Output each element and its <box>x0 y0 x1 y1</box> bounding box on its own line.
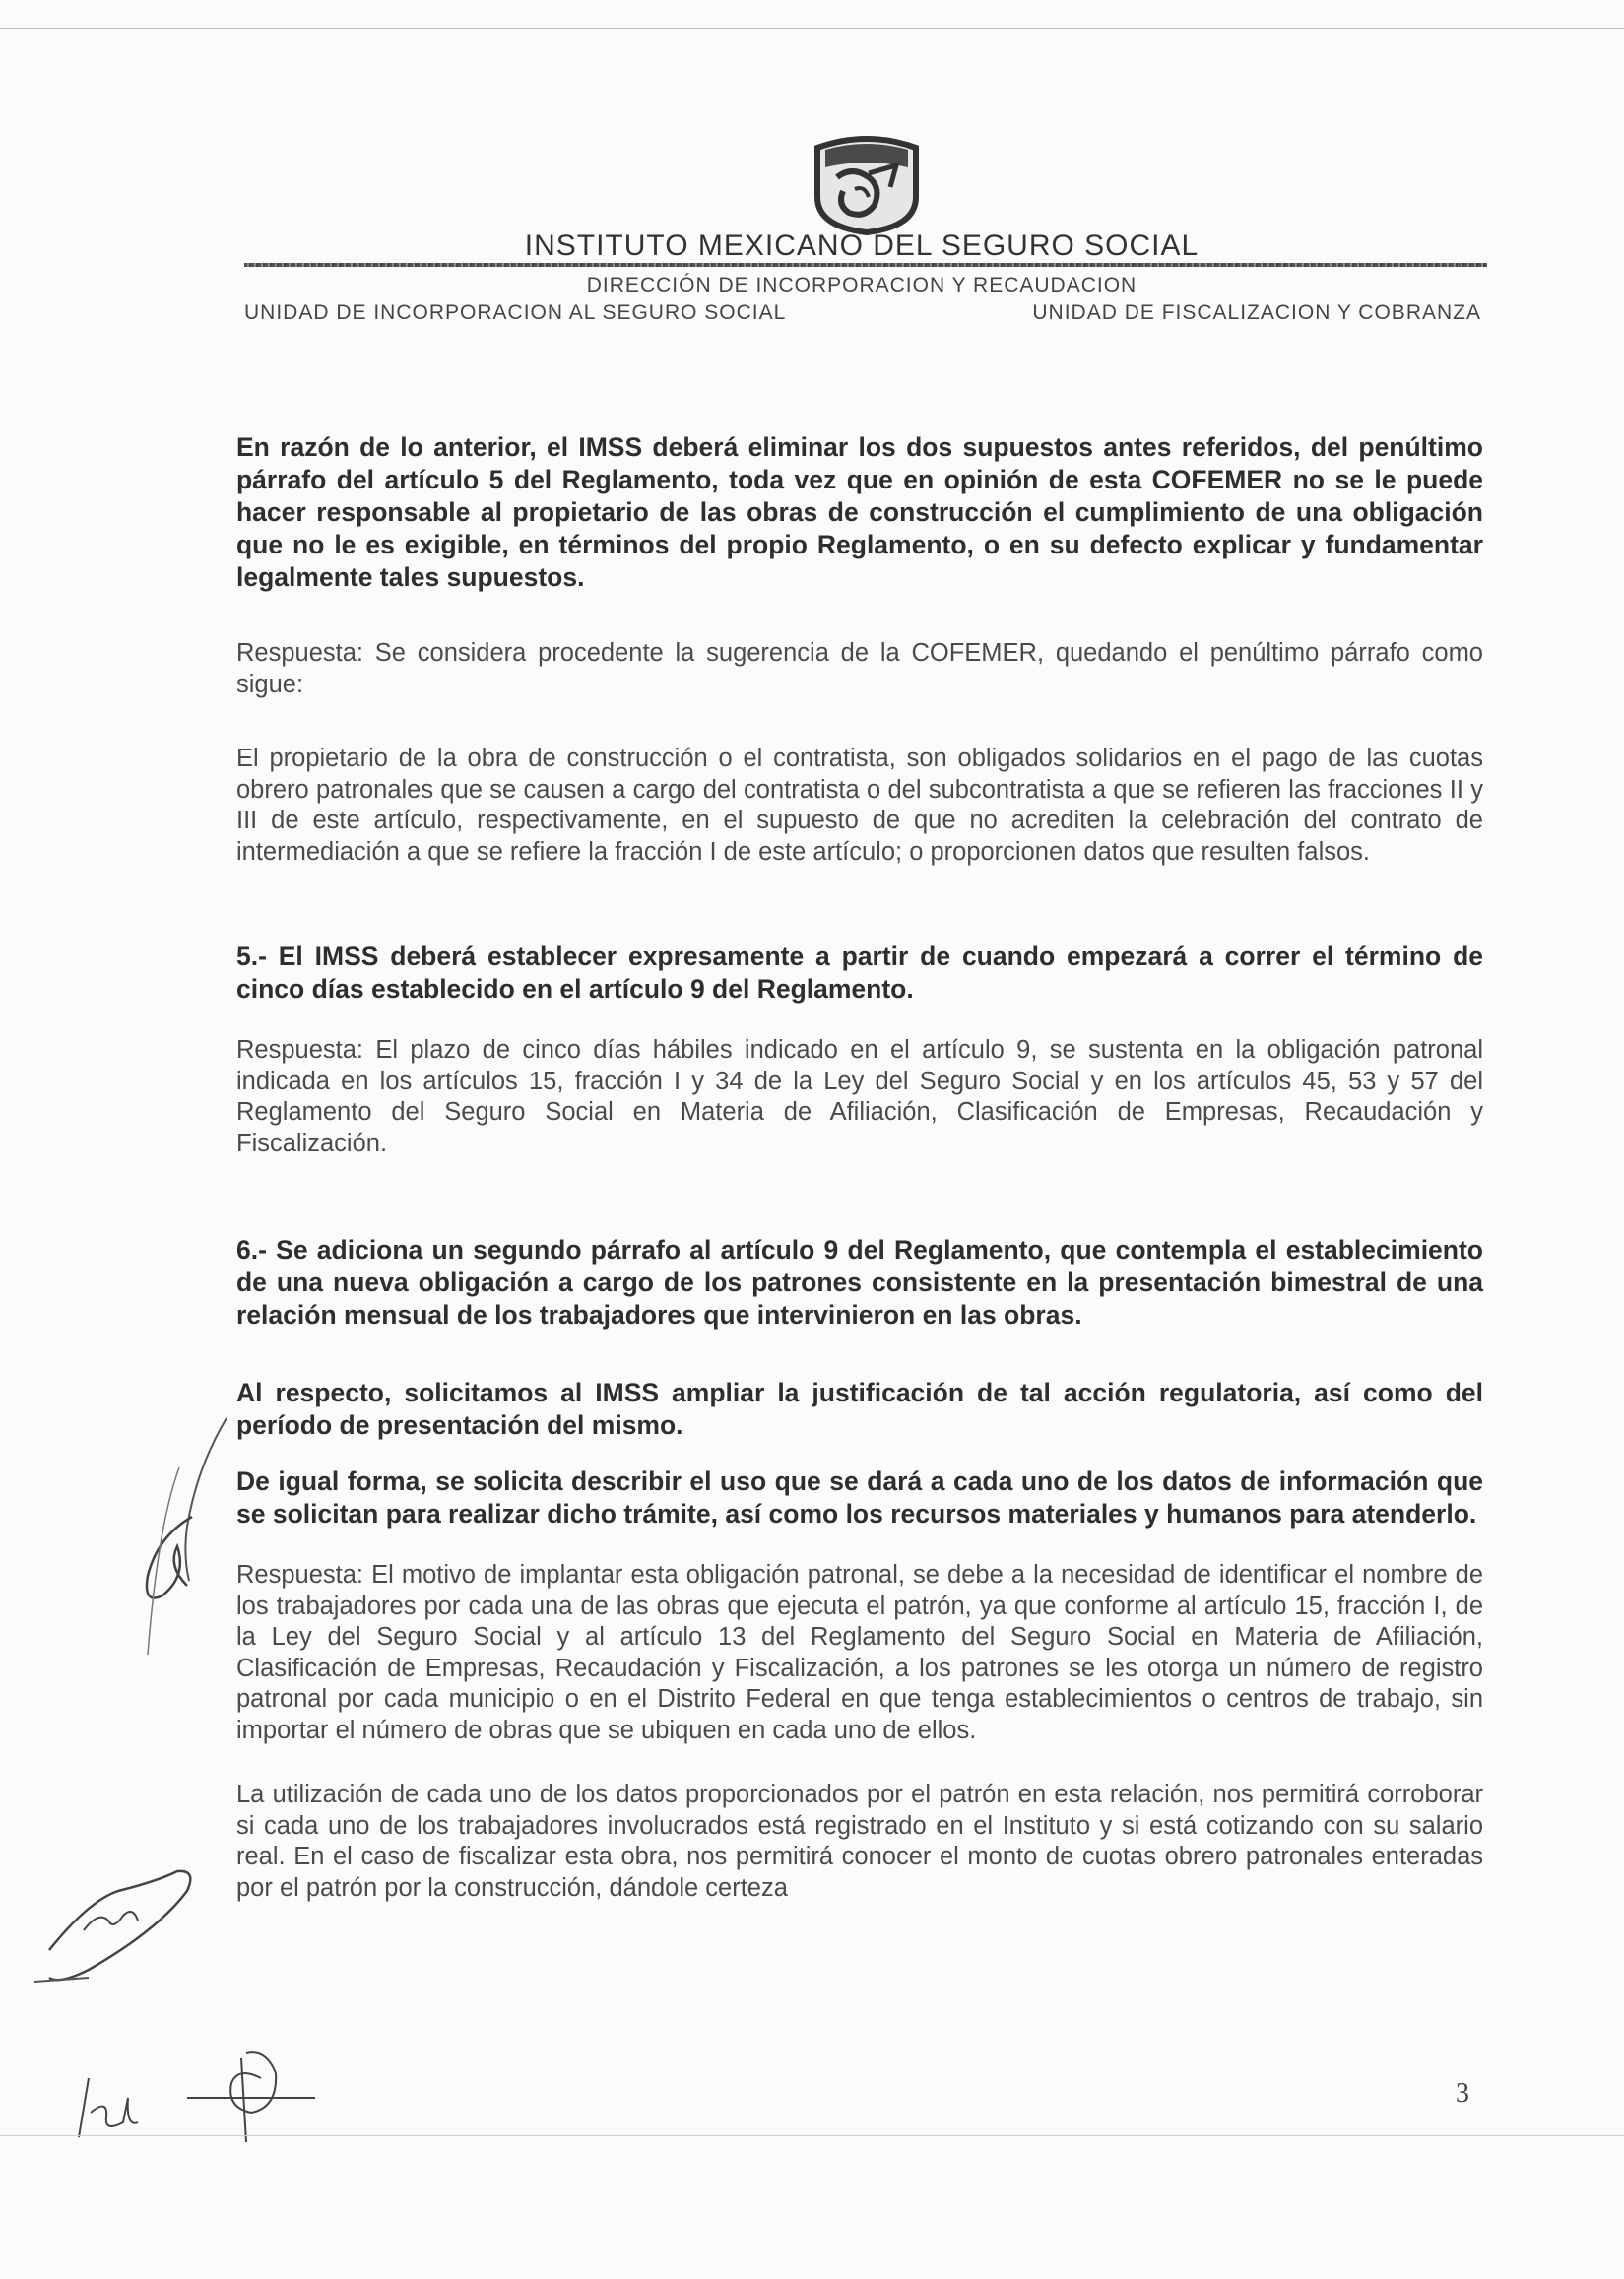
paragraph-response-6: Respuesta: El motivo de implantar esta obligación patronal, se debe a la necesidad de identificar el nombre de los trabajadores por cada una de las obras que ejecuta el patrón, ya que conforme al artículo 15, fracción I, de la Ley del Seguro Social y al artículo 13 del Reglamento del Seguro Social en Materia de Afiliación, Clasificación de Empresas, Recaudación y Fiscalización, a los patrones se les otorga un número de registro patronal por cada municipio o en el Distrito Federal en que tenga establecimientos o centros de trabajo, sin importar el número de obras que se ubiquen en cada uno de ellos. <box>236 1561 1483 1744</box>
paragraph-response-1: Respuesta: Se considera procedente la sugerencia de la COFEMER, quedando el penúltimo párrafo como sigue: <box>236 639 1483 698</box>
paragraph-data-use-request: De igual forma, se solicita describir el uso que se dará a cada uno de los datos de información que se solicitan para realizar dicho trámite, así como los recursos materiales y humanos para atenderlo. <box>236 1466 1483 1529</box>
title-rule <box>244 263 1487 267</box>
unit-left-label: UNIDAD DE INCORPORACION AL SEGURO SOCIAL <box>244 301 787 324</box>
paragraph-data-utilization: La utilización de cada uno de los datos proporcionados por el patrón en esta relación, nos permitirá corroborar si cada uno de los trabajadores involucrados está registrado en el Instituto y si está cotizando con su salario real. En el caso de fiscalizar esta obra, nos permitirá conocer el monto de cuotas obrero patronales enteradas por el patrón por la construcción, dándole certeza <box>236 1781 1483 1902</box>
paragraph-point-5: 5.- El IMSS deberá establecer expresamente a partir de cuando empezará a correr el término de cinco días establecido en el artículo 9 del Reglamento. <box>236 942 1483 1004</box>
unit-right-label: UNIDAD DE FISCALIZACION Y COBRANZA <box>1032 301 1481 324</box>
institution-title: INSTITUTO MEXICANO DEL SEGURO SOCIAL <box>524 229 1200 262</box>
bottom-rule <box>0 2135 1624 2136</box>
direction-subtitle: DIRECCIÓN DE INCORPORACION Y RECAUDACION <box>586 274 1137 296</box>
paragraph-amended-text: El propietario de la obra de construcción o el contratista, son obligados solidarios en el pago de las cuotas obrero patronales que se causen a cargo del contratista o del subcontratista a que se refieren las fracciones II y III de este artículo, respectivamente, en el supuesto de que no acrediten la celebración del contrato de intermediación a que se refiere la fracción I de este artículo; o proporcionen datos que resulten falsos. <box>236 745 1483 866</box>
margin-signature-icon <box>118 1408 246 1664</box>
document-body <box>236 431 1483 1904</box>
bottom-signatures-icon <box>69 2039 355 2147</box>
page-number: 3 <box>1456 2078 1469 2109</box>
imss-logo-icon <box>808 128 926 236</box>
initials-signature-icon <box>30 1861 207 1989</box>
paragraph-response-5: Respuesta: El plazo de cinco días hábiles indicado en el artículo 9, se sustenta en la obligación patronal indicada en los artículos 15, fracción I y 34 de la Ley del Seguro Social y en los artículos 45, 53 y 57 del Reglamento del Seguro Social en Materia de Afiliación, Clasificación de Empresas, Recaudación y Fiscalización. <box>236 1036 1483 1157</box>
paragraph-justification-request: Al respecto, solicitamos al IMSS ampliar la justificación de tal acción regulatoria, así como del período de presentación del mismo. <box>236 1378 1483 1440</box>
top-rule <box>0 28 1624 29</box>
paragraph-cofemer-request: En razón de lo anterior, el IMSS deberá eliminar los dos supuestos antes referidos, del penúltimo párrafo del artículo 5 del Reglamento, toda vez que en opinión de esta COFEMER no se le puede hacer responsable al propietario de las obras de construcción el cumplimiento de una obligación que no le es exigible, en términos del propio Reglamento, o en su defecto explicar y fundamentar legalmente tales supuestos. <box>236 432 1483 592</box>
paragraph-point-6: 6.- Se adiciona un segundo párrafo al artículo 9 del Reglamento, que contempla el establecimiento de una nueva obligación a cargo de los patrones consistente en la presentación bimestral de una relación mensual de los trabajadores que intervinieron en las obras. <box>236 1235 1483 1330</box>
